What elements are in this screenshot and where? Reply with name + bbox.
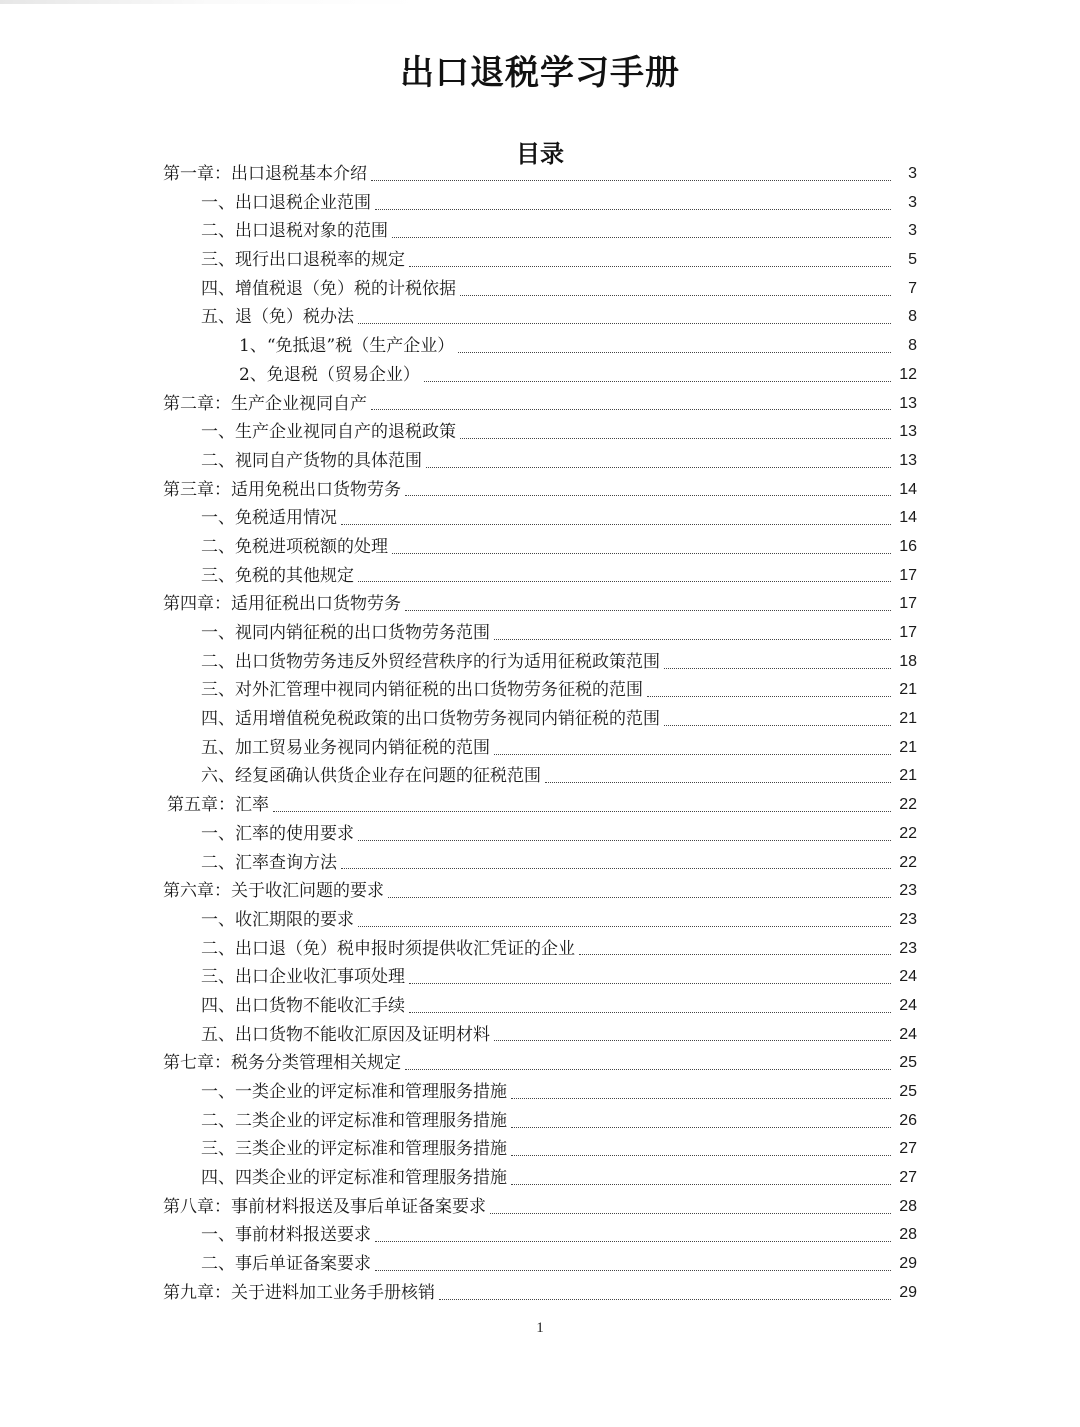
toc-entry-title: 一、收汇期限的要求 [201,909,354,930]
toc-dot-leader [494,1040,891,1041]
toc-page-number: 23 [899,910,917,928]
toc-entry-title: 三、对外汇管理中视同内销征税的出口货物劳务征税的范围 [201,680,643,701]
toc-dot-leader [579,954,891,955]
toc-section-entry[interactable] [163,246,917,275]
toc-dot-leader [664,725,891,726]
toc-page-number: 18 [899,652,917,670]
toc-dot-leader [460,295,891,296]
toc-entry-title: 第一章：出口退税基本介绍 [163,164,367,184]
toc-page-number: 13 [899,394,917,412]
toc-page-number: 24 [899,996,917,1014]
toc-chapter-entry[interactable] [163,791,917,820]
toc-dot-leader [511,1155,891,1156]
toc-section-entry[interactable] [163,1164,917,1193]
toc-dot-leader [511,1184,891,1185]
toc-chapter-entry[interactable] [163,877,917,906]
toc-page-number: 13 [899,451,917,469]
toc-dot-leader [494,754,891,755]
toc-page-number: 21 [899,767,917,785]
toc-dot-leader [439,1299,891,1300]
toc-dot-leader [388,897,891,898]
toc-dot-leader [409,983,891,984]
toc-dot-leader [371,409,891,410]
toc-section-entry[interactable] [163,820,917,849]
toc-section-entry[interactable] [163,533,917,562]
toc-page-number: 23 [899,939,917,957]
table-of-contents [163,160,917,1308]
toc-dot-leader [375,1270,891,1271]
toc-section-entry[interactable] [163,1250,917,1279]
toc-entry-title: 五、退（免）税办法 [201,307,354,328]
toc-section-entry[interactable] [163,648,917,677]
toc-entry-title: 二、出口货物劳务违反外贸经营秩序的行为适用征税政策范围 [201,651,660,672]
toc-entry-title: 第五章：汇率 [167,795,269,816]
toc-entry-title: 六、经复函确认供货企业存在问题的征税范围 [201,766,541,787]
toc-entry-title: 二、二类企业的评定标准和管理服务措施 [201,1110,507,1131]
toc-page-number: 27 [899,1169,917,1187]
toc-chapter-entry[interactable] [163,476,917,505]
toc-section-entry[interactable] [163,705,917,734]
toc-dot-leader [511,1127,891,1128]
toc-section-entry[interactable] [163,1221,917,1250]
toc-entry-title: 一、视同内销征税的出口货物劳务范围 [201,623,490,643]
toc-section-entry[interactable] [163,992,917,1021]
toc-section-entry[interactable] [163,1078,917,1107]
toc-section-entry[interactable] [163,418,917,447]
toc-entry-title: 第七章：税务分类管理相关规定 [163,1053,401,1074]
toc-entry-title: 二、出口退税对象的范围 [201,221,388,242]
toc-entry-title: 四、出口货物不能收汇手续 [201,995,405,1016]
toc-page-number: 29 [899,1283,917,1301]
toc-chapter-entry[interactable] [163,160,917,189]
toc-entry-title: 1、“免抵退”税（生产企业） [239,336,455,357]
toc-page-number: 25 [899,1083,917,1100]
toc-page-number: 24 [899,968,917,986]
toc-section-entry[interactable] [163,361,917,390]
toc-page-number: 28 [899,1197,917,1215]
toc-section-entry[interactable] [163,562,917,591]
toc-section-entry[interactable] [163,217,917,246]
toc-dot-leader [358,840,891,841]
toc-dot-leader [341,524,891,525]
toc-entry-title: 一、出口退税企业范围 [201,192,371,213]
toc-dot-leader [392,237,891,238]
toc-dot-leader [358,926,891,927]
toc-dot-leader [341,868,891,869]
toc-entry-title: 2、免退税（贸易企业） [239,364,420,385]
toc-entry-title: 第四章：适用征税出口货物劳务 [163,594,401,615]
toc-page-number: 3 [908,193,917,211]
toc-entry-title: 二、视同自产货物的具体范围 [201,450,422,471]
toc-entry-title: 三、出口企业收汇事项处理 [201,967,405,988]
toc-section-entry[interactable] [163,1021,917,1050]
toc-page-number: 16 [899,537,917,555]
toc-entry-title: 第二章：生产企业视同自产 [163,393,367,414]
toc-dot-leader [511,1098,891,1099]
toc-section-entry[interactable] [163,849,917,878]
toc-page-number: 17 [899,595,917,613]
toc-section-entry[interactable] [163,1107,917,1136]
toc-entry-title: 第三章：适用免税出口货物劳务 [163,479,401,500]
toc-page-number: 3 [908,165,917,182]
toc-page-number: 24 [899,1025,917,1043]
toc-section-entry[interactable] [163,906,917,935]
toc-page-number: 7 [908,279,917,297]
toc-dot-leader [371,180,891,181]
toc-page-number: 12 [899,365,917,383]
toc-section-entry[interactable] [163,275,917,304]
toc-dot-leader [409,266,891,267]
toc-section-entry[interactable] [163,303,917,332]
toc-page-number: 21 [899,738,917,756]
toc-section-entry[interactable] [163,963,917,992]
toc-page-number: 21 [899,710,917,728]
toc-entry-title: 第九章：关于进料加工业务手册核销 [163,1282,435,1303]
toc-page-number: 22 [899,853,917,871]
toc-dot-leader [409,1012,891,1013]
toc-dot-leader [405,1069,891,1070]
toc-chapter-entry[interactable] [163,390,917,419]
toc-page-number: 13 [899,423,917,441]
toc-section-entry[interactable] [163,935,917,964]
toc-page-number: 17 [899,566,917,584]
toc-entry-title: 一、一类企业的评定标准和管理服务措施 [201,1082,507,1102]
toc-heading: 目录 [516,139,564,168]
toc-page-number: 5 [908,251,917,269]
toc-page-number: 8 [908,308,917,326]
toc-page-number: 26 [899,1111,917,1129]
toc-dot-leader [358,581,891,582]
toc-page-number: 3 [908,222,917,240]
toc-dot-leader [545,782,891,783]
toc-chapter-entry[interactable] [163,590,917,619]
toc-entry-title: 一、汇率的使用要求 [201,823,354,844]
toc-dot-leader [490,1213,891,1214]
toc-dot-leader [426,467,891,468]
toc-section-entry[interactable] [163,504,917,533]
toc-entry-title: 一、免税适用情况 [201,508,337,529]
toc-entry-title: 二、出口退（免）税申报时须提供收汇凭证的企业 [201,938,575,959]
toc-section-entry[interactable] [163,332,917,361]
toc-entry-title: 三、三类企业的评定标准和管理服务措施 [201,1139,507,1160]
toc-dot-leader [424,381,891,382]
toc-page-number: 21 [899,681,917,699]
toc-page-number: 22 [899,796,917,814]
toc-dot-leader [392,553,891,554]
toc-page-number: 29 [899,1255,917,1273]
scan-edge-smudge [0,0,420,4]
toc-dot-leader [458,352,891,353]
toc-entry-title: 第六章：关于收汇问题的要求 [163,881,384,902]
toc-entry-title: 四、四类企业的评定标准和管理服务措施 [201,1168,507,1189]
toc-page-number: 25 [899,1054,917,1072]
toc-section-entry[interactable] [163,1135,917,1164]
toc-page-number: 23 [899,882,917,900]
toc-page-number: 22 [899,824,917,842]
toc-chapter-entry[interactable] [163,1279,917,1308]
toc-page-number: 14 [899,480,917,498]
toc-section-entry[interactable] [163,619,917,648]
toc-entry-title: 四、增值税退（免）税的计税依据 [201,278,456,299]
toc-section-entry[interactable] [163,447,917,476]
toc-dot-leader [273,811,891,812]
toc-dot-leader [460,438,891,439]
toc-chapter-entry[interactable] [163,1049,917,1078]
toc-dot-leader [647,696,891,697]
toc-entry-title: 一、生产企业视同自产的退税政策 [201,422,456,443]
toc-section-entry[interactable] [163,189,917,218]
toc-page-number: 27 [899,1140,917,1158]
document-title: 出口退税学习手册 [400,52,680,93]
toc-dot-leader [358,323,891,324]
toc-dot-leader [664,668,891,669]
toc-entry-title: 二、事后单证备案要求 [201,1254,371,1275]
toc-page-number: 14 [899,509,917,527]
toc-page-number: 8 [908,337,917,355]
toc-section-entry[interactable] [163,676,917,705]
toc-page-number: 17 [899,624,917,641]
toc-dot-leader [375,1241,891,1242]
toc-entry-title: 五、加工贸易业务视同内销征税的范围 [201,737,490,758]
toc-entry-title: 一、事前材料报送要求 [201,1225,371,1246]
toc-entry-title: 三、免税的其他规定 [201,565,354,586]
toc-entry-title: 二、汇率查询方法 [201,852,337,873]
page-number: 1 [536,1320,544,1336]
toc-dot-leader [405,495,891,496]
toc-dot-leader [494,639,891,640]
toc-entry-title: 二、免税进项税额的处理 [201,536,388,557]
toc-entry-title: 五、出口货物不能收汇原因及证明材料 [201,1024,490,1045]
toc-section-entry[interactable] [163,734,917,763]
toc-entry-title: 四、适用增值税免税政策的出口货物劳务视同内销征税的范围 [201,709,660,730]
toc-entry-title: 第八章：事前材料报送及事后单证备案要求 [163,1196,486,1217]
toc-chapter-entry[interactable] [163,1193,917,1222]
toc-section-entry[interactable] [163,762,917,791]
toc-page-number: 28 [899,1226,917,1244]
toc-dot-leader [375,209,891,210]
toc-entry-title: 三、现行出口退税率的规定 [201,250,405,271]
toc-dot-leader [405,610,891,611]
